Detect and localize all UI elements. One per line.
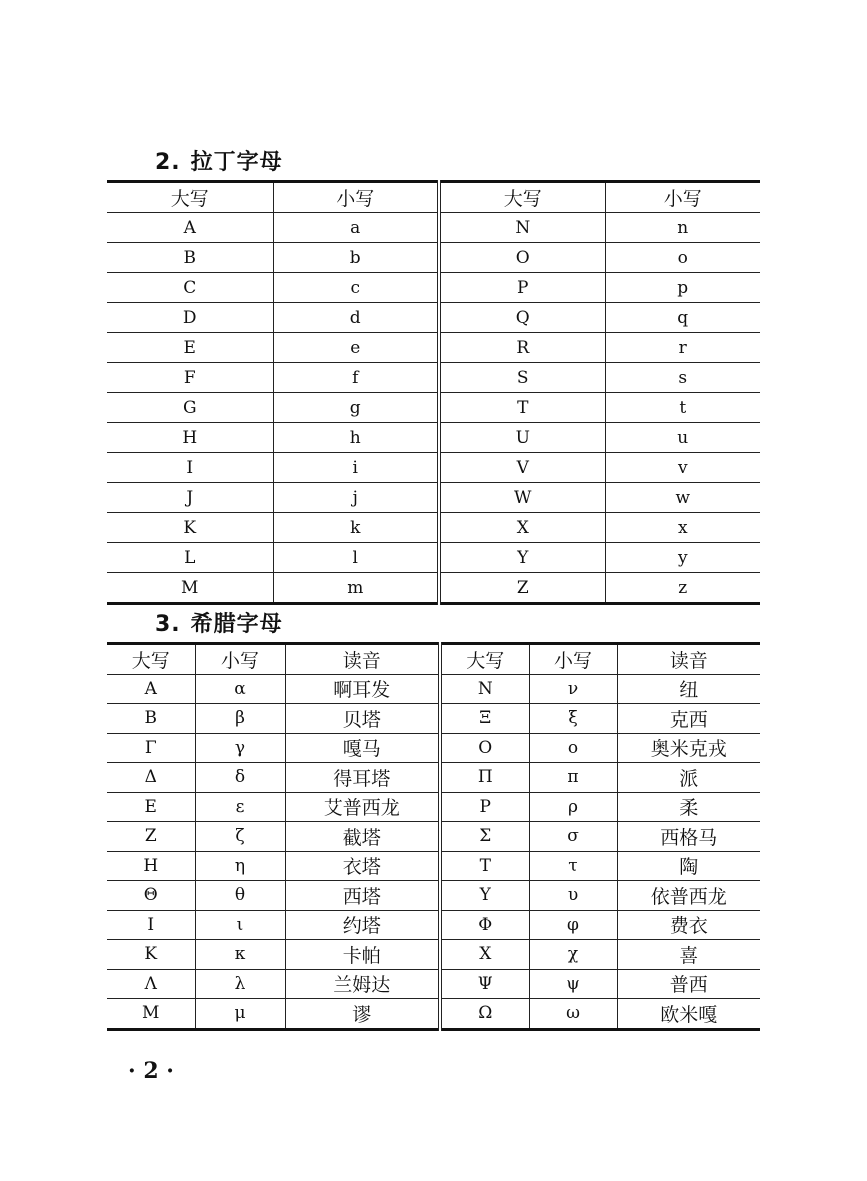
greek-section-title (155, 607, 283, 638)
greek-table-cell: σ (529, 822, 617, 852)
latin-table-cell: n (605, 213, 760, 243)
latin-table-row (107, 213, 760, 243)
latin-table-cell: b (273, 243, 439, 273)
greek-table-cell: 纽 (617, 674, 760, 704)
greek-table-cell: ψ (529, 969, 617, 999)
greek-table-cell: μ (195, 999, 285, 1030)
greek-table-cell: Φ (440, 910, 529, 940)
latin-table-row (107, 303, 760, 333)
latin-table-cell: w (605, 483, 760, 513)
greek-table-cell: Α (144, 678, 157, 699)
latin-table-row (107, 543, 760, 573)
latin-table-cell: U (439, 423, 605, 453)
greek-table-row (107, 969, 760, 999)
latin-table-cell: N (439, 213, 605, 243)
greek-table-cell: υ (529, 881, 617, 911)
greek-table-cell: ν (529, 674, 617, 704)
greek-table-cell: Θ (143, 885, 158, 906)
greek-table-cell: Υ (440, 881, 529, 911)
latin-table-cell: F (183, 367, 196, 388)
greek-header-cell: 小写 (195, 644, 285, 675)
latin-table-cell: G (182, 397, 197, 418)
latin-table-row (107, 393, 760, 423)
greek-table-cell: 西塔 (285, 881, 440, 911)
latin-table-cell: C (183, 277, 197, 298)
greek-table-cell: 费衣 (617, 910, 760, 940)
greek-table-cell: Δ (144, 767, 157, 788)
greek-table-cell: 衣塔 (285, 851, 440, 881)
latin-table-cell: y (605, 543, 760, 573)
greek-table-cell: 西格马 (617, 822, 760, 852)
greek-table-cell: α (195, 674, 285, 704)
latin-header-cell: 小写 (605, 182, 760, 213)
greek-table-cell: 欧米嘎 (617, 999, 760, 1030)
latin-section-title (155, 145, 283, 176)
latin-section-label: 拉丁字母 (190, 150, 283, 175)
latin-table-row (107, 513, 760, 543)
latin-table-cell: t (605, 393, 760, 423)
greek-table-cell: Λ (144, 973, 157, 994)
greek-table-cell: Β (144, 708, 157, 729)
latin-table-row (107, 453, 760, 483)
greek-table-cell: 啊耳发 (285, 674, 440, 704)
latin-table-cell: K (183, 517, 197, 538)
latin-section-number: 2. (155, 150, 181, 175)
latin-table-cell: o (605, 243, 760, 273)
latin-table-cell: Z (439, 573, 605, 604)
greek-table-cell: 艾普西龙 (285, 792, 440, 822)
latin-table-cell: h (273, 423, 439, 453)
greek-table-cell: Ψ (440, 969, 529, 999)
greek-table-cell: 依普西龙 (617, 881, 760, 911)
greek-table-cell: γ (195, 733, 285, 763)
greek-table-cell: Χ (440, 940, 529, 970)
latin-table-cell: a (273, 213, 439, 243)
greek-table-row (107, 674, 760, 704)
greek-table-cell: Ο (440, 733, 529, 763)
latin-table-cell: A (183, 217, 196, 238)
latin-table-row (107, 333, 760, 363)
greek-section-label: 希腊字母 (190, 612, 283, 637)
latin-alphabet-table (107, 180, 760, 605)
latin-table-cell: Y (439, 543, 605, 573)
greek-table-cell: π (529, 763, 617, 793)
latin-table-cell: S (439, 363, 605, 393)
greek-table-row (107, 881, 760, 911)
greek-table-cell: 截塔 (285, 822, 440, 852)
latin-table-row (107, 423, 760, 453)
latin-table-cell: I (186, 457, 194, 478)
latin-table-cell: c (273, 273, 439, 303)
greek-table-row (107, 910, 760, 940)
greek-table-row (107, 733, 760, 763)
greek-table-row (107, 822, 760, 852)
greek-table-cell: Ι (147, 914, 155, 935)
greek-table-cell: η (195, 851, 285, 881)
greek-section-number: 3. (155, 612, 181, 637)
greek-table-cell: 喜 (617, 940, 760, 970)
latin-table-cell: e (273, 333, 439, 363)
greek-table-cell: 陶 (617, 851, 760, 881)
greek-table-cell: Κ (144, 944, 158, 965)
latin-table-cell: M (181, 577, 199, 598)
greek-table-cell: 谬 (285, 999, 440, 1030)
greek-table-cell: τ (529, 851, 617, 881)
latin-table-cell: D (182, 307, 197, 328)
greek-table-cell: Μ (142, 1003, 160, 1024)
latin-table-cell: u (605, 423, 760, 453)
latin-table-cell: J (186, 487, 194, 508)
latin-table-cell: z (605, 573, 760, 604)
latin-table-cell: f (273, 363, 439, 393)
greek-table-cell: 克西 (617, 704, 760, 734)
greek-table-cell: Η (143, 855, 159, 876)
greek-table-cell: ε (195, 792, 285, 822)
greek-table-cell: 普西 (617, 969, 760, 999)
latin-table-cell: k (273, 513, 439, 543)
greek-table-cell: β (195, 704, 285, 734)
greek-header-cell: 小写 (529, 644, 617, 675)
latin-table-row (107, 273, 760, 303)
greek-table-cell: Σ (440, 822, 529, 852)
greek-table-cell: Γ (144, 737, 157, 758)
latin-table-cell: v (605, 453, 760, 483)
greek-table-cell: Ρ (440, 792, 529, 822)
greek-table-cell: Τ (440, 851, 529, 881)
latin-table-cell: X (439, 513, 605, 543)
latin-table-cell: P (439, 273, 605, 303)
greek-table-cell: 卡帕 (285, 940, 440, 970)
latin-table-cell: d (273, 303, 439, 333)
greek-header-cell: 读音 (617, 644, 760, 675)
latin-table-cell: B (183, 247, 196, 268)
latin-table-cell: T (439, 393, 605, 423)
greek-header-cell: 读音 (285, 644, 440, 675)
greek-table-cell: ω (529, 999, 617, 1030)
page-number: · 2 · (128, 1058, 174, 1084)
greek-table-row (107, 763, 760, 793)
greek-table-cell: Ζ (144, 826, 157, 847)
greek-table-cell: ξ (529, 704, 617, 734)
latin-table-cell: R (439, 333, 605, 363)
greek-table-cell: 嘎马 (285, 733, 440, 763)
greek-header-cell: 大写 (131, 649, 170, 672)
greek-table-cell: δ (195, 763, 285, 793)
latin-table-row (107, 363, 760, 393)
latin-table-cell: s (605, 363, 760, 393)
latin-table-cell: m (273, 573, 439, 604)
greek-table-row (107, 704, 760, 734)
greek-table-cell: Ν (440, 674, 529, 704)
greek-table-cell: κ (195, 940, 285, 970)
greek-header-row (107, 644, 760, 675)
latin-table-cell: g (273, 393, 439, 423)
greek-table-row (107, 851, 760, 881)
latin-header-row (107, 182, 760, 213)
latin-table-cell: W (439, 483, 605, 513)
greek-table-cell: 派 (617, 763, 760, 793)
latin-table-cell: r (605, 333, 760, 363)
latin-header-cell: 大写 (439, 182, 605, 213)
latin-table-cell: L (184, 547, 196, 568)
latin-table-cell: j (273, 483, 439, 513)
latin-table-cell: l (273, 543, 439, 573)
greek-alphabet-table (107, 642, 760, 1031)
greek-header-cell: 大写 (440, 644, 529, 675)
latin-header-cell: 小写 (273, 182, 439, 213)
greek-table-cell: φ (529, 910, 617, 940)
latin-table-cell: O (439, 243, 605, 273)
greek-table-cell: ο (529, 733, 617, 763)
greek-table-cell: ι (195, 910, 285, 940)
greek-table-cell: Ε (144, 796, 157, 817)
greek-table-cell: Ω (440, 999, 529, 1030)
greek-table-cell: ρ (529, 792, 617, 822)
latin-table-row (107, 483, 760, 513)
greek-table-cell: ζ (195, 822, 285, 852)
latin-table-body (107, 213, 760, 604)
latin-table-cell: E (183, 337, 196, 358)
latin-table-cell: q (605, 303, 760, 333)
latin-table-cell: x (605, 513, 760, 543)
greek-table-row (107, 999, 760, 1030)
greek-table-cell: 柔 (617, 792, 760, 822)
latin-table-cell: p (605, 273, 760, 303)
greek-table-cell: θ (195, 881, 285, 911)
greek-table-cell: 贝塔 (285, 704, 440, 734)
greek-table-row (107, 792, 760, 822)
latin-table-cell: Q (439, 303, 605, 333)
greek-table-cell: 约塔 (285, 910, 440, 940)
greek-table-cell: λ (195, 969, 285, 999)
latin-table-cell: H (182, 427, 198, 448)
latin-table-cell: V (439, 453, 605, 483)
greek-table-cell: Ξ (440, 704, 529, 734)
latin-table-row (107, 243, 760, 273)
greek-table-cell: 兰姆达 (285, 969, 440, 999)
latin-header-cell: 大写 (170, 188, 209, 210)
greek-table-cell: 得耳塔 (285, 763, 440, 793)
latin-table-row (107, 573, 760, 604)
latin-table-cell: i (273, 453, 439, 483)
greek-table-cell: Π (440, 763, 529, 793)
greek-table-cell: 奥米克戎 (617, 733, 760, 763)
greek-table-cell: χ (529, 940, 617, 970)
greek-table-row (107, 940, 760, 970)
greek-table-body (107, 674, 760, 1029)
